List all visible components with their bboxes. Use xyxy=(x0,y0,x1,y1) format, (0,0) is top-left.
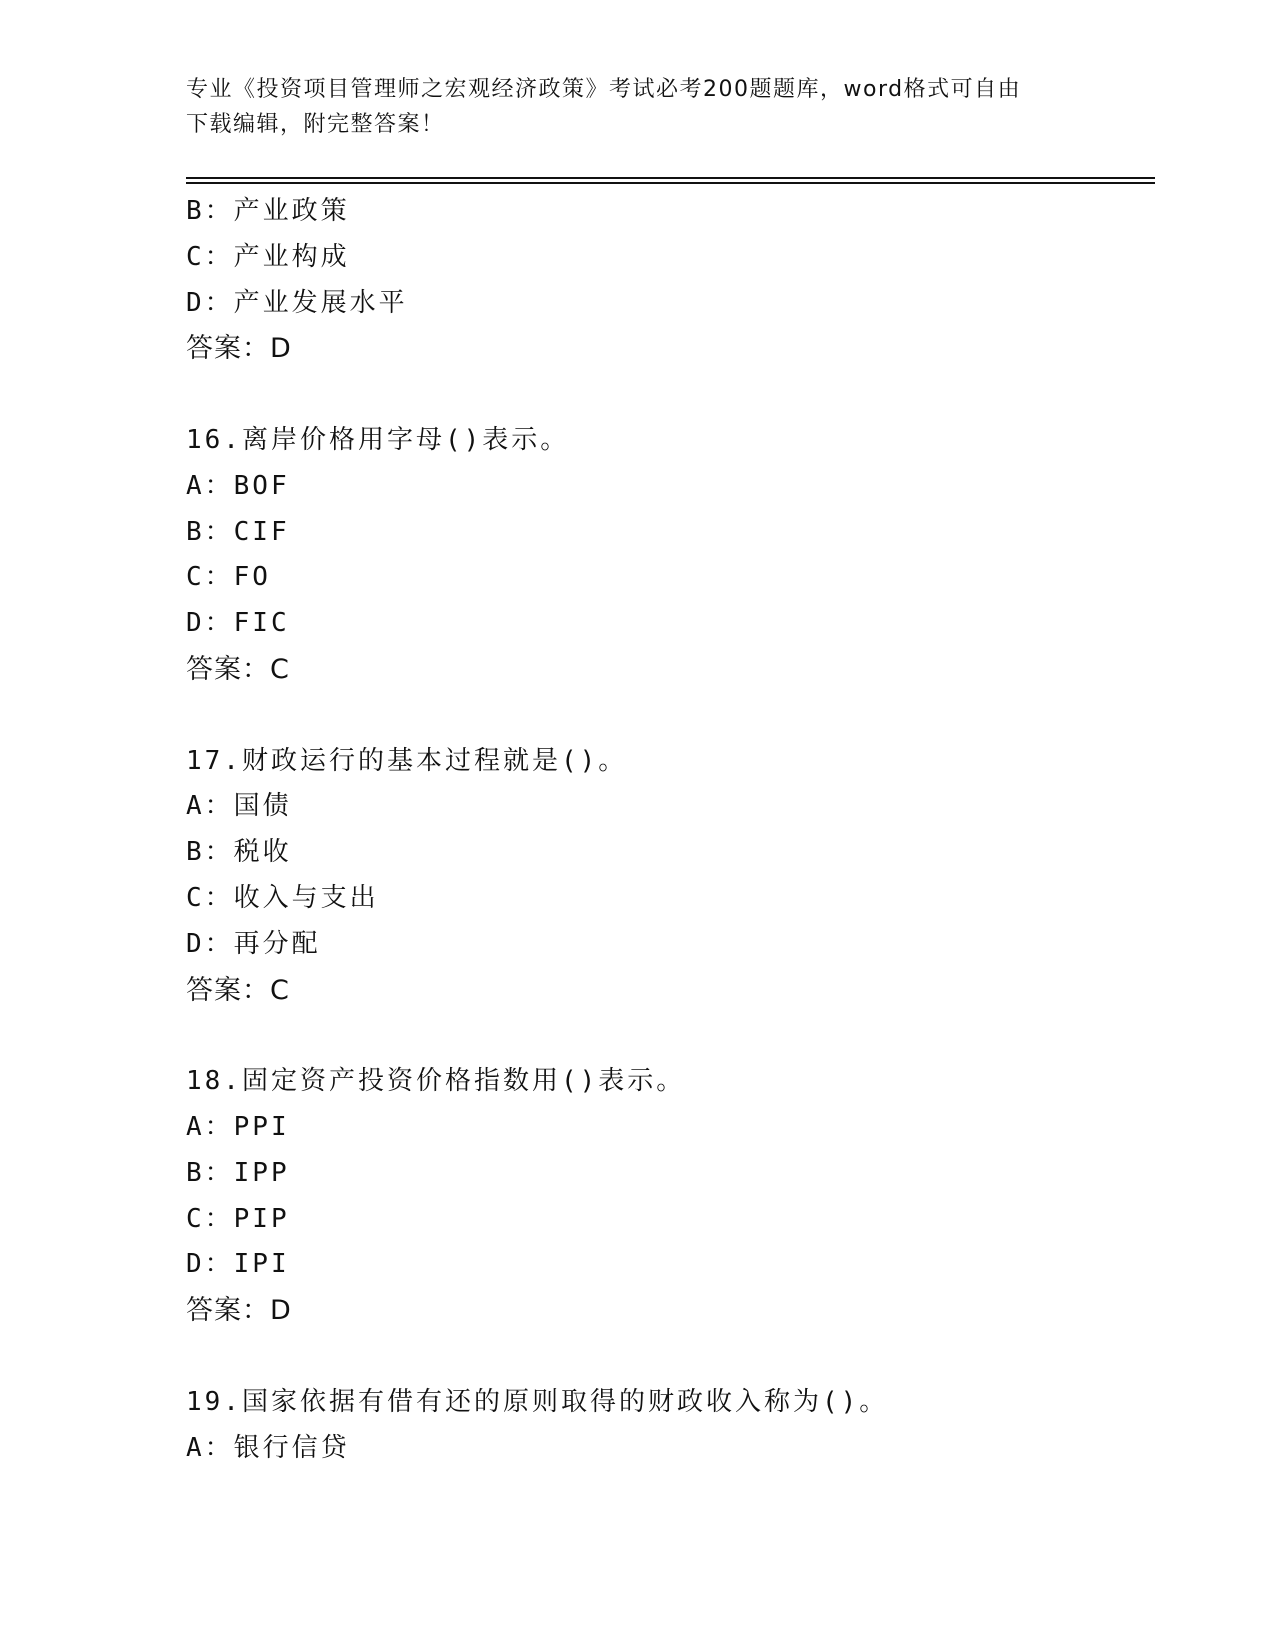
option-a: A：国债 xyxy=(186,791,292,822)
spacer xyxy=(186,1334,1155,1380)
question-block xyxy=(186,739,1155,1014)
answer: 答案：C xyxy=(186,653,290,685)
answer: 答案：D xyxy=(186,333,292,365)
option-a: A：PPI xyxy=(186,1111,290,1142)
spacer xyxy=(186,1013,1155,1059)
header-divider-top xyxy=(186,177,1155,179)
option-d: D：FIC xyxy=(186,608,290,639)
option-a: A：银行信贷 xyxy=(186,1432,350,1463)
question-block xyxy=(186,1380,1155,1472)
option-a: A：BOF xyxy=(186,470,290,501)
document-header xyxy=(186,72,1066,142)
answer: 答案：D xyxy=(186,1295,292,1327)
option-d: D：产业发展水平 xyxy=(186,287,408,318)
question-text: 16.离岸价格用字母()表示。 xyxy=(186,424,570,455)
header-line-1: 专业《投资项目管理师之宏观经济政策》考试必考200题题库，word格式可自由 xyxy=(186,77,1022,102)
option-b: B：IPP xyxy=(186,1157,290,1188)
option-b: B：产业政策 xyxy=(186,196,350,226)
option-b: B：CIF xyxy=(186,516,290,547)
option-d: D：IPI xyxy=(186,1249,290,1280)
spacer xyxy=(186,372,1155,418)
question-block xyxy=(186,189,1155,372)
question-text: 17.财政运行的基本过程就是()。 xyxy=(186,745,628,776)
answer: 答案：C xyxy=(186,974,290,1006)
option-c: C：产业构成 xyxy=(186,241,350,272)
option-c: C：FO xyxy=(186,562,271,593)
option-b: B：税收 xyxy=(186,837,292,868)
option-c: C：收入与支出 xyxy=(186,882,379,913)
question-list xyxy=(186,189,1155,1471)
question-block xyxy=(186,1059,1155,1334)
option-d: D：再分配 xyxy=(186,928,321,959)
spacer xyxy=(186,693,1155,739)
option-c: C：PIP xyxy=(186,1203,290,1234)
header-line-2: 下载编辑，附完整答案！ xyxy=(186,112,445,137)
question-text: 18.固定资产投资价格指数用()表示。 xyxy=(186,1066,686,1097)
question-block xyxy=(186,418,1155,693)
header-divider-bottom xyxy=(186,182,1155,184)
question-text: 19.国家依据有借有还的原则取得的财政收入称为()。 xyxy=(186,1386,889,1417)
